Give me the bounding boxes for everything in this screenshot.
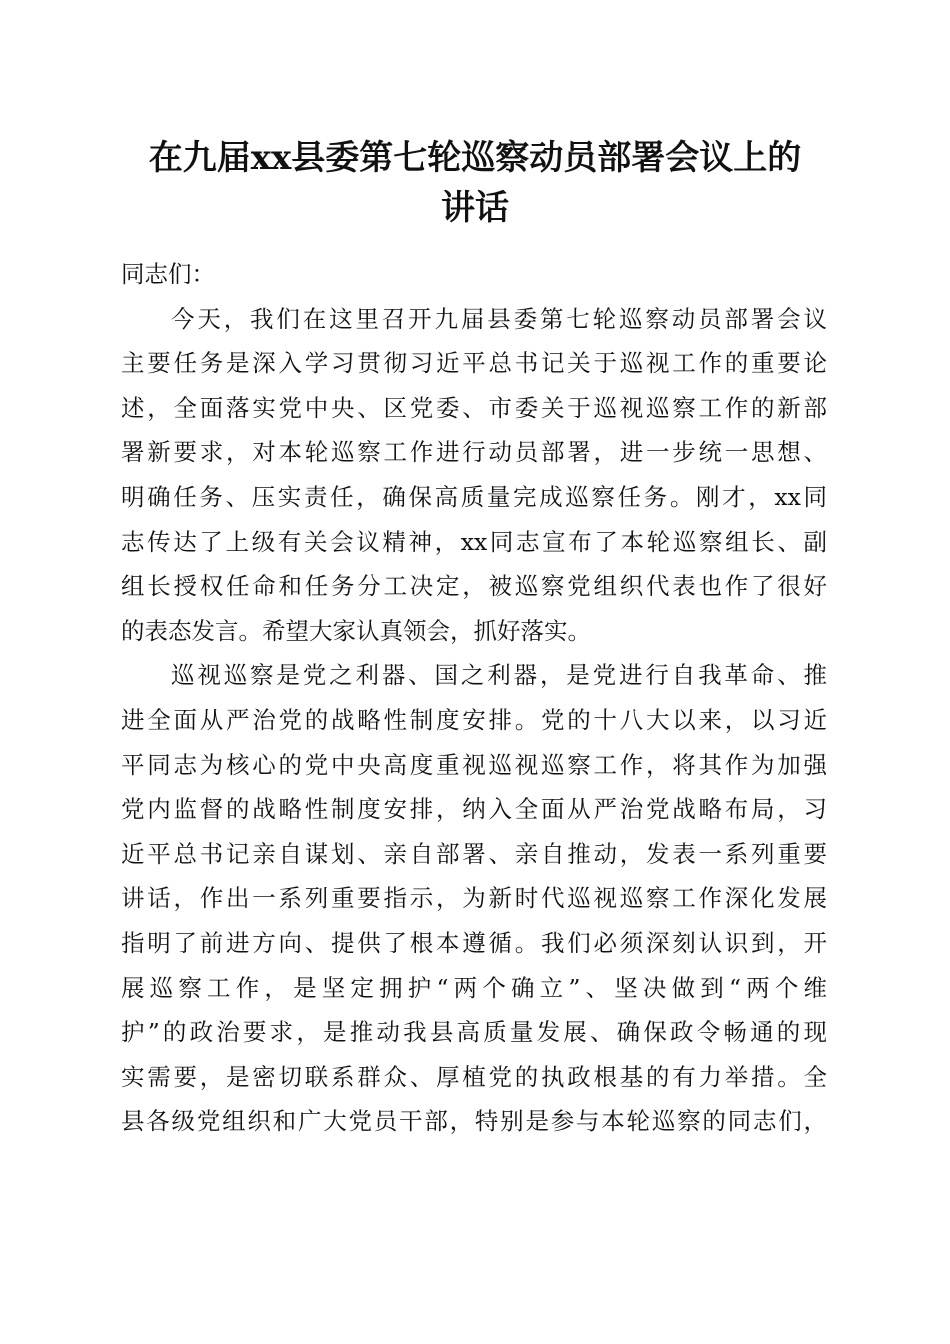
paragraph-line: 实需要，是密切联系群众、厚植党的执政根基的有力举措。全 — [121, 1062, 827, 1091]
paragraph-line: 进全面从严治党的战略性制度安排。党的十八大以来，以习近 — [121, 705, 827, 734]
paragraph-line: 署新要求，对本轮巡察工作进行动员部署，进一步统一思想、 — [121, 438, 827, 467]
paragraph-line: 的表态发言。希望大家认真领会，抓好落实。 — [121, 616, 591, 645]
paragraph-line: 巡视巡察是党之利器、国之利器，是党进行自我革命、推 — [171, 661, 827, 690]
salutation: 同志们： — [121, 260, 215, 288]
title-line: 在九届xx县委第七轮巡察动员部署会议上的 — [148, 138, 802, 178]
paragraph-line: 今天，我们在这里召开九届县委第七轮巡察动员部署会议 — [171, 304, 827, 333]
paragraph-line: 志传达了上级有关会议精神，xx同志宣布了本轮巡察组长、副 — [121, 527, 827, 556]
document-body — [121, 252, 827, 1144]
paragraph-line: 展巡察工作，是坚定拥护“两个确立”、坚决做到“两个维 — [121, 973, 827, 1002]
paragraph-line: 近平总书记亲自谋划、亲自部署、亲自推动，发表一系列重要 — [121, 839, 827, 868]
paragraph-line: 主要任务是深入学习贯彻习近平总书记关于巡视工作的重要论 — [121, 349, 827, 378]
paragraph-line: 讲话，作出一系列重要指示，为新时代巡视巡察工作深化发展 — [121, 884, 827, 913]
paragraph-1 — [121, 297, 827, 654]
paragraph-line: 指明了前进方向、提供了根本遵循。我们必须深刻认识到，开 — [121, 928, 827, 957]
document-title — [100, 133, 850, 233]
paragraph-2 — [121, 653, 827, 1144]
paragraph-line: 述，全面落实党中央、区党委、市委关于巡视巡察工作的新部 — [121, 393, 827, 422]
paragraph-line: 县各级党组织和广大党员干部，特别是参与本轮巡察的同志们， — [121, 1107, 827, 1136]
paragraph-line: 明确任务、压实责任，确保高质量完成巡察任务。刚才，xx同 — [121, 482, 827, 511]
paragraph-line: 平同志为核心的党中央高度重视巡视巡察工作，将其作为加强 — [121, 750, 827, 779]
paragraph-line: 组长授权任命和任务分工决定，被巡察党组织代表也作了很好 — [121, 572, 827, 601]
paragraph-line: 护”的政治要求，是推动我县高质量发展、确保政令畅通的现 — [121, 1018, 827, 1047]
title-line: 讲话 — [441, 188, 509, 228]
paragraph-line: 党内监督的战略性制度安排，纳入全面从严治党战略布局，习 — [121, 795, 827, 824]
